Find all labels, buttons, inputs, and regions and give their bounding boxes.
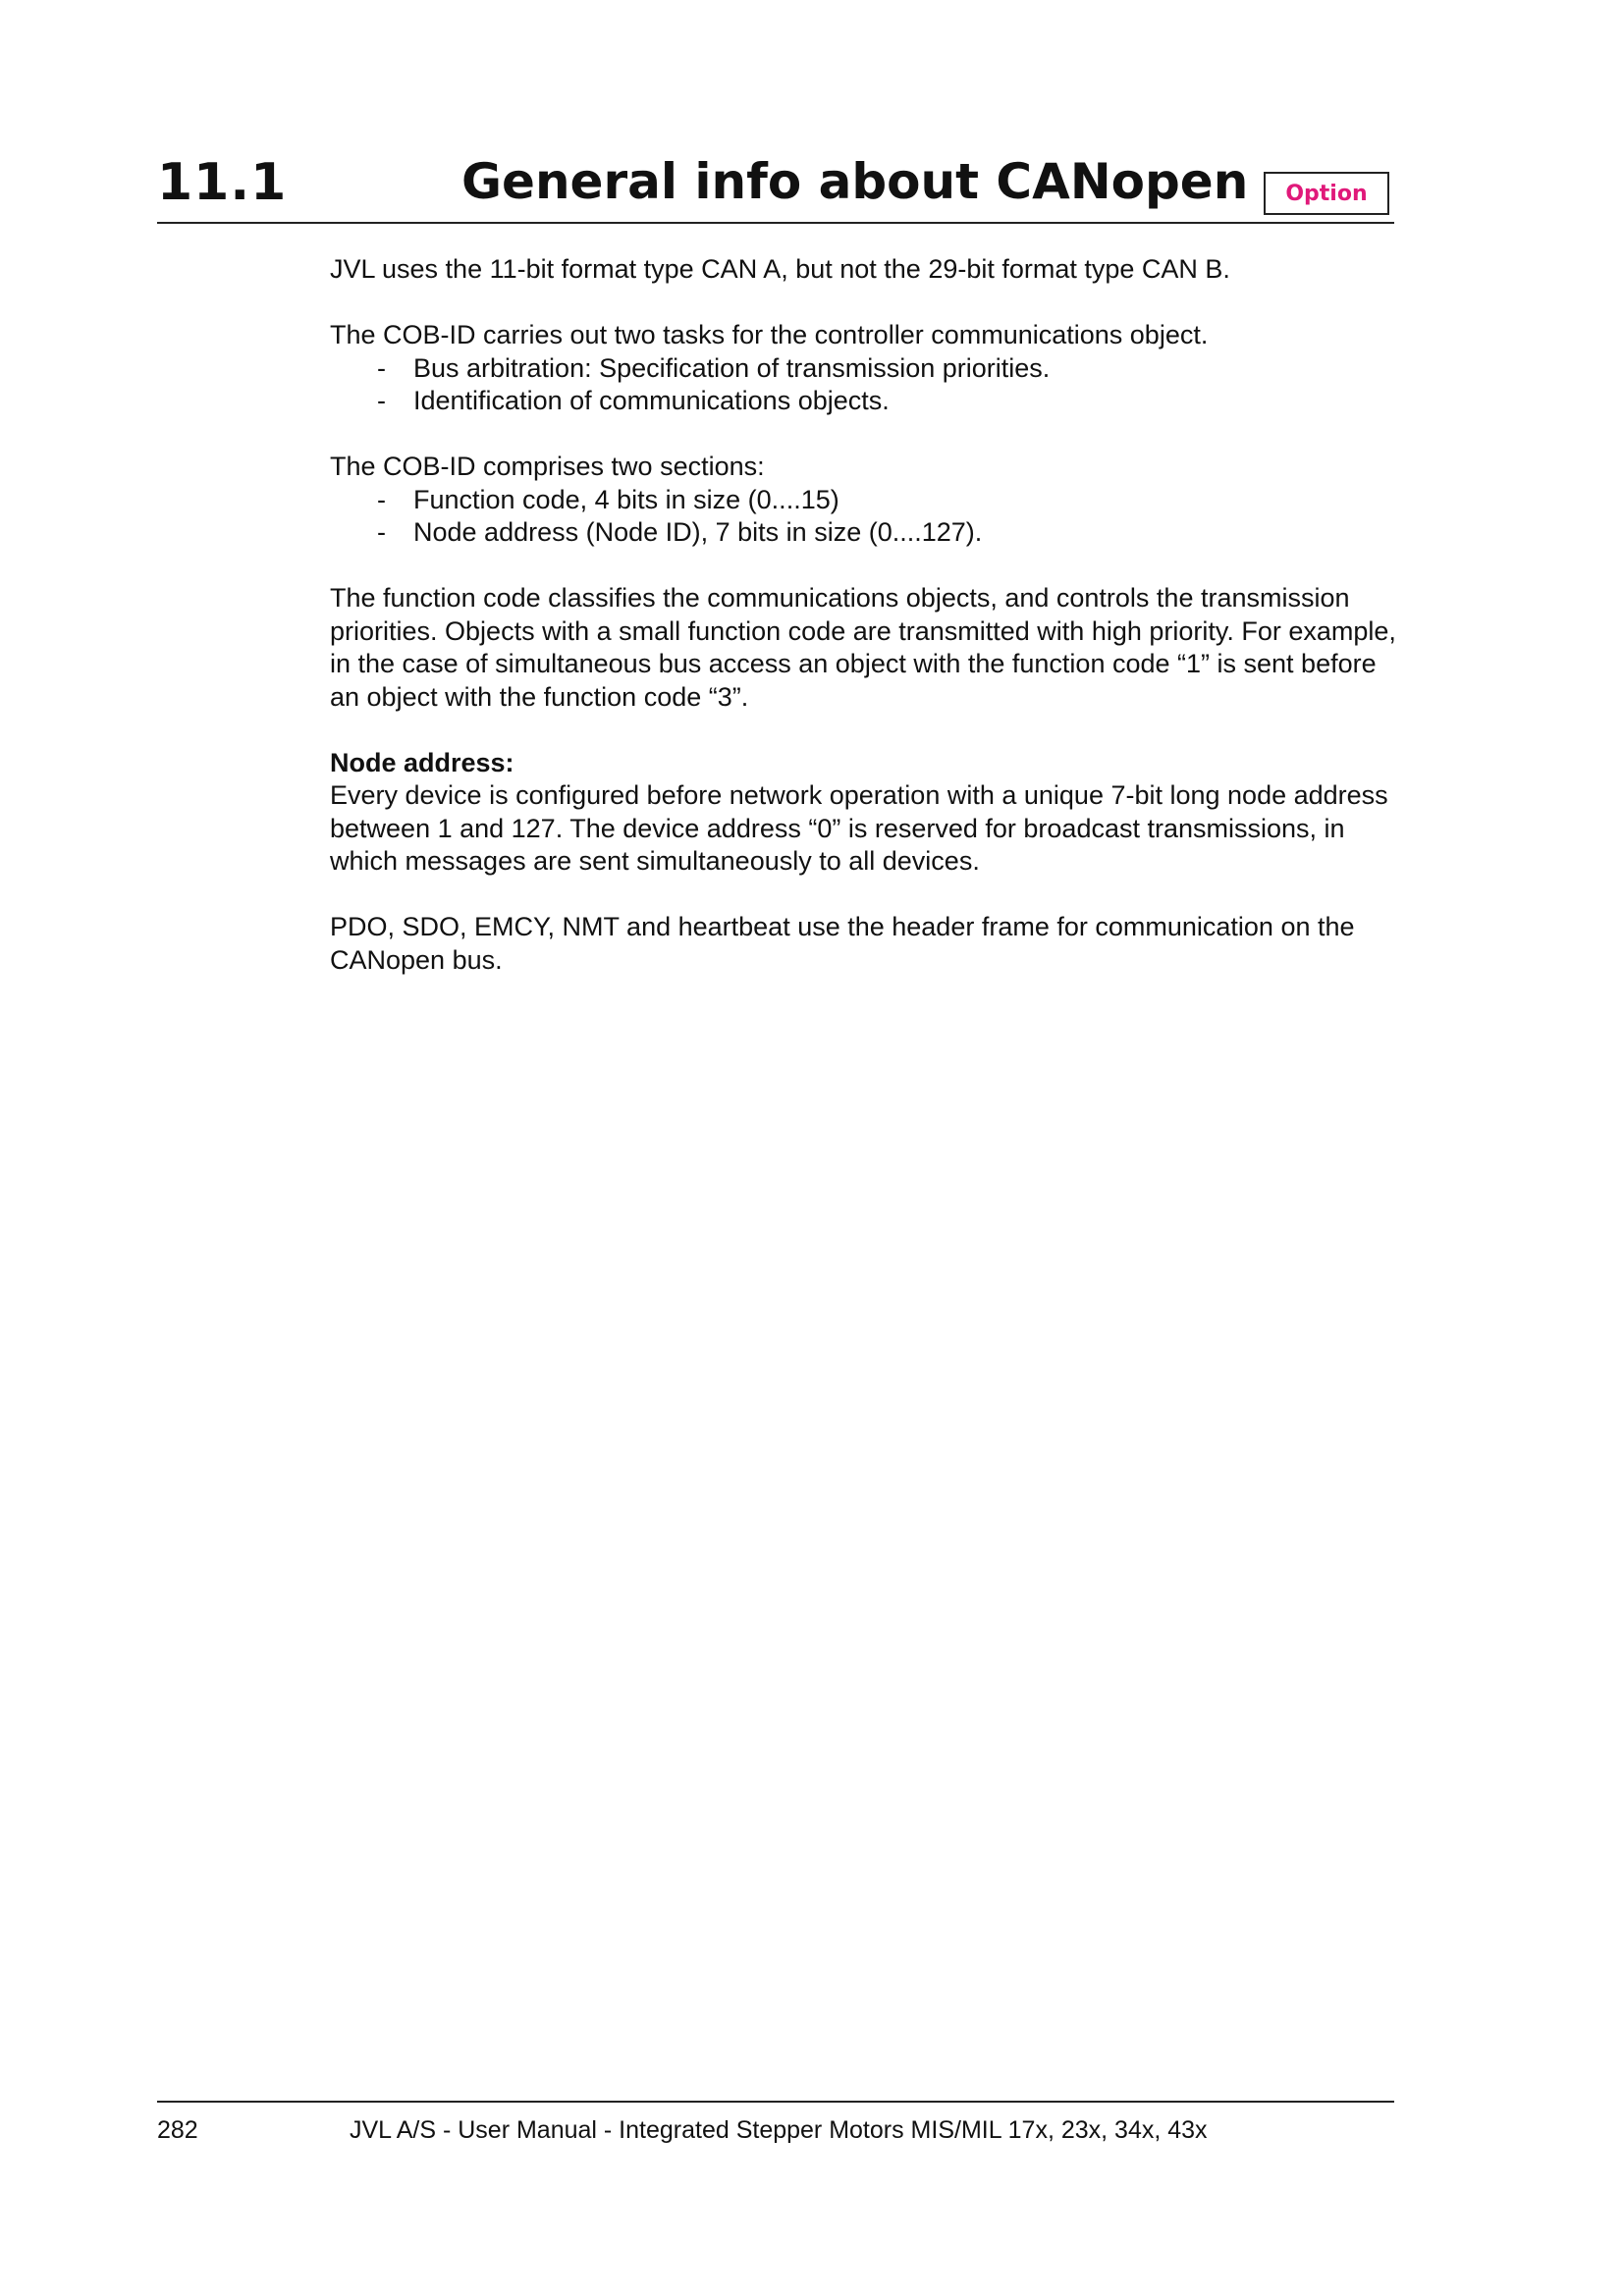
cob-sections-list [330, 484, 1400, 550]
section-number: 11.1 [157, 153, 288, 212]
header-divider [157, 222, 1394, 224]
cob-sections-block [330, 451, 1400, 550]
list-item [330, 516, 1400, 550]
list-item-text: Function code, 4 bits in size (0....15) [413, 484, 839, 514]
header-frame-paragraph: PDO, SDO, EMCY, NMT and heartbeat use the header frame for communication on the CANopen bus. [330, 912, 1355, 975]
list-item-text: Identification of communications objects. [413, 386, 890, 415]
cob-tasks-list [330, 352, 1400, 418]
main-content [330, 253, 1400, 1010]
section-title: General info about CANopen [461, 153, 1249, 210]
option-badge: Option [1264, 172, 1389, 215]
list-item-text: Bus arbitration: Specification of transmission priorities. [413, 352, 1051, 383]
cob-tasks-lead: The COB-ID carries out two tasks for the controller communications object. [330, 320, 1209, 349]
list-item [330, 385, 1400, 418]
dash-bullet: - [377, 386, 386, 415]
list-item [330, 484, 1400, 517]
node-address-heading: Node address: [330, 747, 514, 777]
cob-tasks-block [330, 319, 1400, 418]
footer-text: JVL A/S - User Manual - Integrated Stepper Motors MIS/MIL 17x, 23x, 34x, 43x [350, 2116, 1208, 2144]
dash-bullet: - [377, 484, 386, 514]
intro-paragraph: JVL uses the 11-bit format type CAN A, but not the 29-bit format type CAN B. [330, 254, 1230, 284]
node-address-text: Every device is configured before network operation with a unique 7-bit long node address between 1 and 127. The device address “0” is reserved for broadcast transmissions, in which messages are sent simultaneously to all devices. [330, 780, 1388, 876]
cob-sections-lead: The COB-ID comprises two sections: [330, 452, 765, 481]
node-address-block [330, 747, 1400, 879]
function-code-paragraph: The function code classifies the communications objects, and controls the transmission priorities. Objects with a small function code are transmitted with high priority. For example, in the case of simultaneous bus access an object with the function code “1” is sent before an object with the function code “3”. [330, 583, 1396, 712]
footer-divider [157, 2101, 1394, 2103]
dash-bullet: - [377, 517, 386, 547]
list-item [330, 352, 1400, 386]
list-item-text: Node address (Node ID), 7 bits in size (0....127). [413, 517, 983, 547]
page-number: 282 [157, 2116, 198, 2144]
dash-bullet: - [377, 352, 386, 383]
